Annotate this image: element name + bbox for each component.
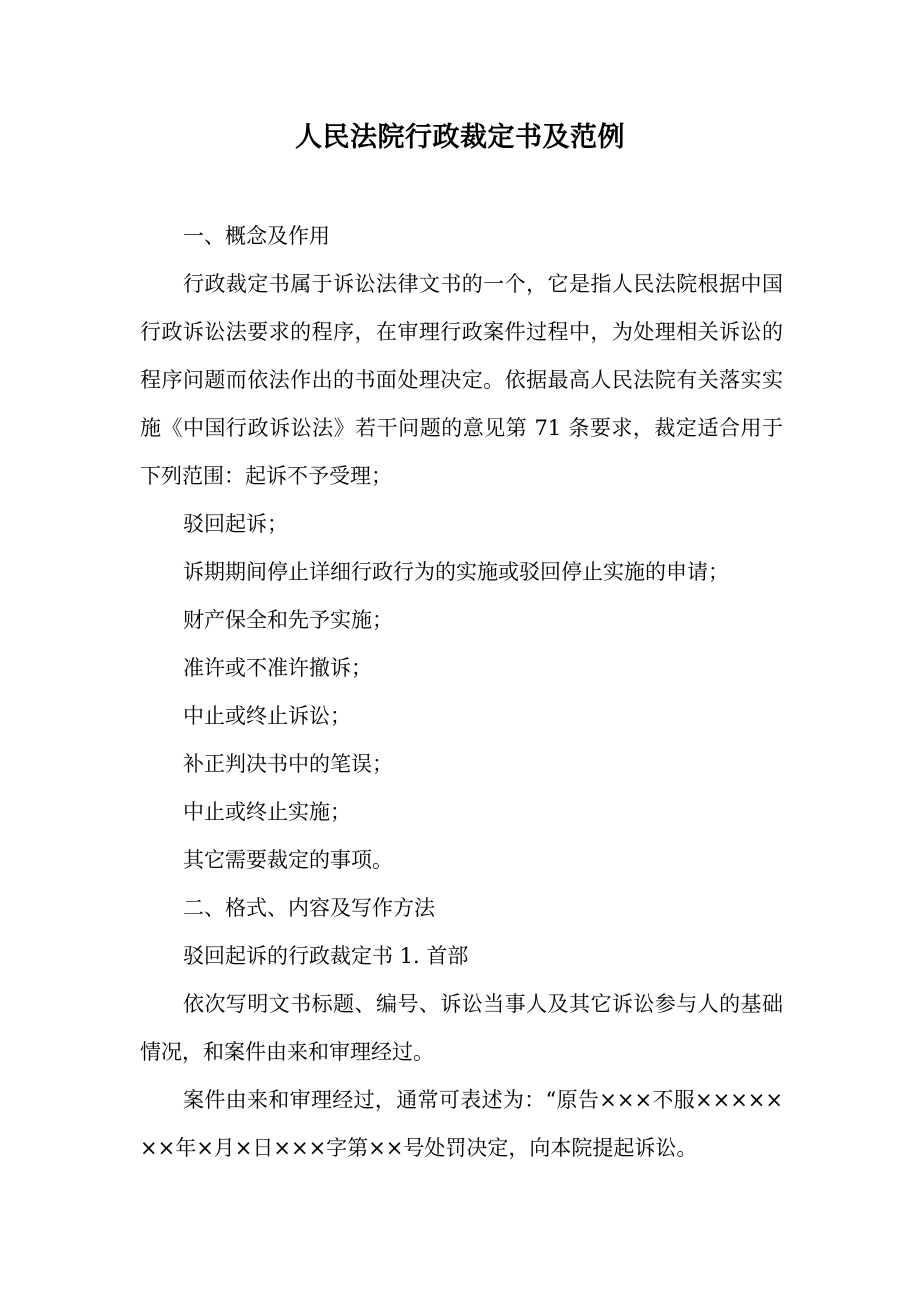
section-heading-concept: 一、概念及作用 <box>183 224 330 248</box>
list-item-correct-clerical-error: 补正判决书中的笔误； <box>183 752 393 776</box>
list-item-property-preservation: 财产保全和先予实施； <box>183 608 393 632</box>
document-title: 人民法院行政裁定书及范例 <box>295 122 625 153</box>
list-item-stay-execution: 诉期期间停止详细行政行为的实施或驳回停止实施的申请； <box>183 560 729 584</box>
subheading-dismissal-ruling-header: 驳回起诉的行政裁定书 1. 首部 <box>183 944 469 968</box>
paragraph-case-origin: 案件由来和审理经过，通常可表述为：“原告×××不服×××××××年×月×日×××字第××号处罚决定，向本院提起诉讼。 <box>140 1088 783 1160</box>
document-body <box>140 212 783 1172</box>
list-item-suspend-execution: 中止或终止实施； <box>183 800 351 824</box>
paragraph-definition: 行政裁定书属于诉讼法律文书的一个，它是指人民法院根据中国行政诉讼法要求的程序，在审理行政案件过程中，为处理相关诉讼的程序问题而依法作出的书面处理决定。依据最高人民法院有关落实实施《中国行政诉讼法》若干问题的意见第 71 条要求，裁定适合用于下列范围：起诉不予受理； <box>140 272 783 488</box>
list-item-suspend-litigation: 中止或终止诉讼； <box>183 704 351 728</box>
list-item-dismiss-suit: 驳回起诉； <box>183 512 288 536</box>
section-heading-format: 二、格式、内容及写作方法 <box>183 896 435 920</box>
list-item-other-matters: 其它需要裁定的事项。 <box>183 848 393 872</box>
paragraph-header-contents: 依次写明文书标题、编号、诉讼当事人及其它诉讼参与人的基础情况，和案件由来和审理经过。 <box>140 992 783 1064</box>
list-item-withdrawal: 准许或不准许撤诉； <box>183 656 372 680</box>
